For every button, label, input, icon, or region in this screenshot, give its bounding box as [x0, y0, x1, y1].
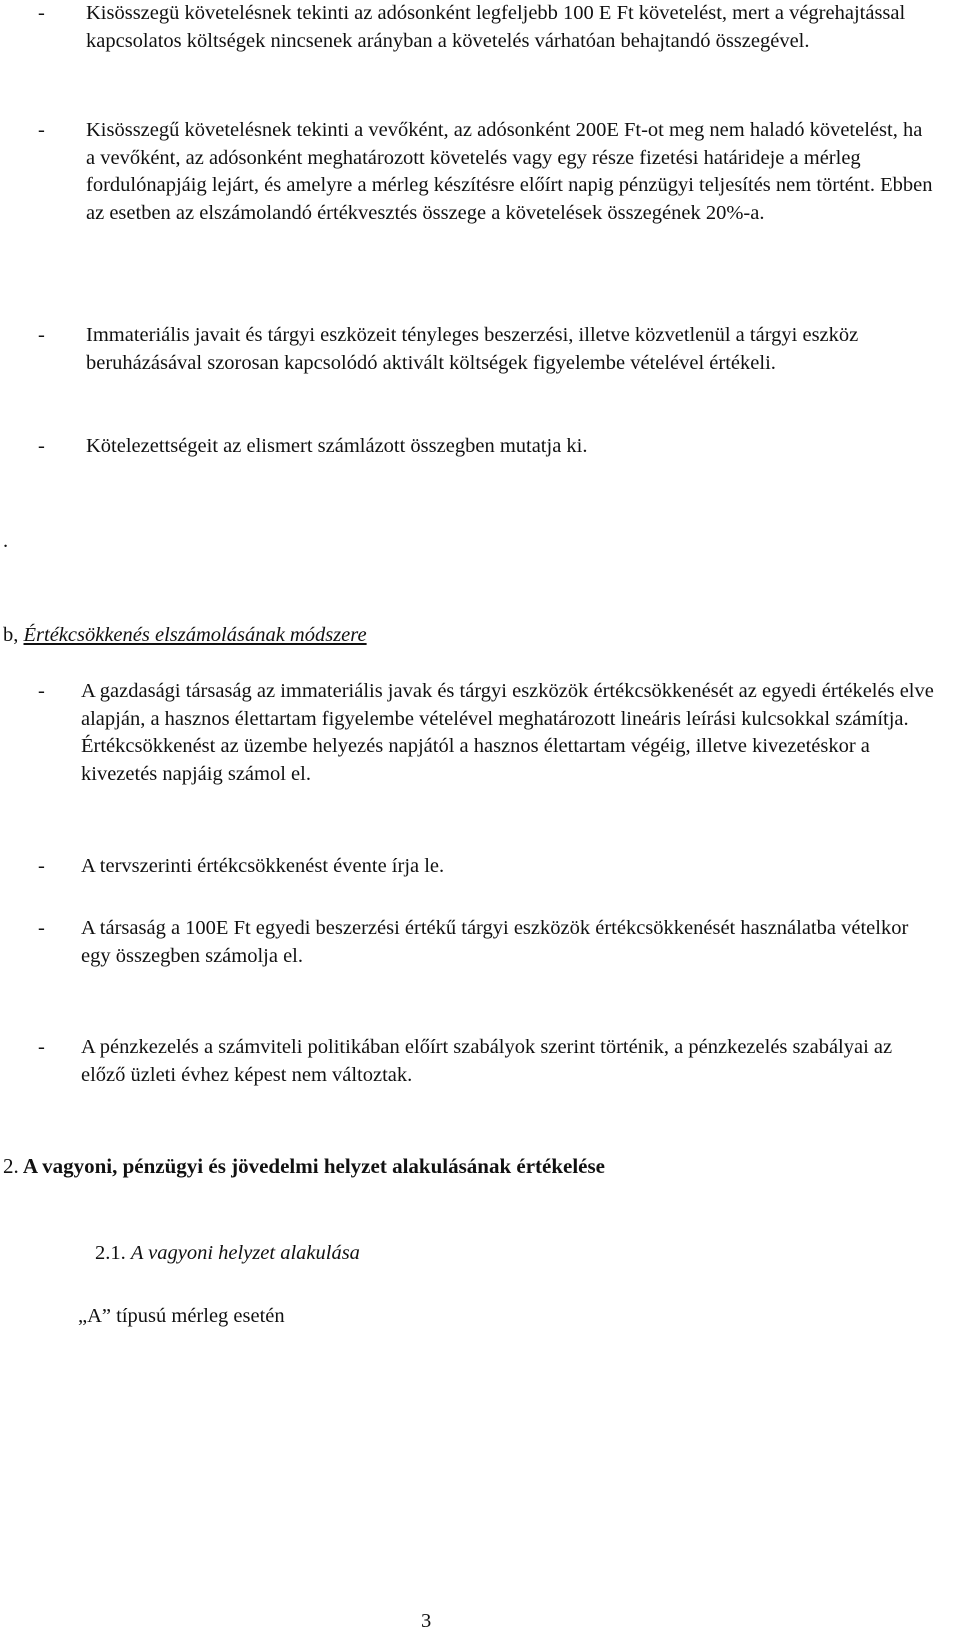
section-b-heading [3, 622, 367, 650]
list-dash: - [38, 324, 45, 346]
list-item-text: A társaság a 100E Ft egyedi beszerzési értékű tárgyi eszközök értékcsökkenését használatba vételkor egy összegben számolja el. [81, 917, 909, 967]
list-dash: - [38, 2, 45, 24]
section-b-prefix: b, [3, 624, 19, 646]
list-dash: - [38, 917, 45, 939]
balance-type-label: „A” típusú mérleg esetén [78, 1305, 285, 1327]
list-item [38, 853, 943, 881]
list-item-text: A gazdasági társaság az immateriális javak és tárgyi eszközök értékcsökkenését az egyedi értékelés elve alapján, a hasznos élettartam figyelembe vételével meghatározott lineáris leírási kulcsokkal számítja. Értékcsökkenést az üzembe helyezés napjától a hasznos élettartam végéig, illetve kivezetéskor a kivezetés napjáig számol el. [81, 680, 934, 785]
list-dash: - [38, 855, 45, 877]
section-2-1-number: 2.1. [95, 1242, 126, 1264]
section-2-heading [3, 1153, 605, 1181]
section-2-1-heading [95, 1240, 360, 1268]
list-dash: - [38, 435, 45, 457]
list-dash: - [38, 680, 45, 702]
list-item-text: A tervszerinti értékcsökkenést évente írja le. [81, 855, 445, 877]
list-item [38, 433, 943, 461]
section-2-number: 2. [3, 1154, 19, 1178]
list-item-text: Immateriális javait és tárgyi eszközeit tényleges beszerzési, illetve közvetlenül a tárgyi eszköz beruházásával szorosan kapcsolódó aktivált költségek figyelembe vételével értékeli. [86, 324, 859, 374]
section-2-title: A vagyoni, pénzügyi és jövedelmi helyzet alakulásának értékelése [22, 1154, 605, 1178]
list-item [38, 915, 943, 970]
list-item [38, 0, 943, 55]
section-2-1-title: A vagyoni helyzet alakulása [130, 1242, 360, 1264]
page-number: 3 [421, 1610, 432, 1632]
list-item [38, 1034, 943, 1089]
stray-dot: . [3, 530, 9, 552]
section-b-title: Értékcsökkenés elszámolásának módszere [23, 624, 367, 646]
list-dash: - [38, 1036, 45, 1058]
list-dash: - [38, 119, 45, 141]
list-item [38, 117, 943, 227]
list-item [38, 678, 943, 788]
list-item [38, 322, 943, 377]
list-item-text: Kötelezettségeit az elismert számlázott összegben mutatja ki. [86, 435, 588, 457]
list-item-text: Kisösszegü követelésnek tekinti az adósonként legfeljebb 100 E Ft követelést, mert a végrehajtással kapcsolatos költségek nincsenek arányban a követelés várhatóan behajtandó összegével. [86, 2, 906, 52]
list-item-text: Kisösszegű követelésnek tekinti a vevőként, az adósonként 200E Ft-ot meg nem haladó követelést, ha a vevőként, az adósonként meghatározott követelés vagy egy része fizetési határideje a mérleg fordulónapjáig lejárt, és amelyre a mérleg készítésre előírt napig pénzügyi teljesítés nem történt. Ebben az esetben az elszámolandó értékvesztés összege a követelések összegének 20%-a. [86, 119, 933, 224]
list-item-text: A pénzkezelés a számviteli politikában előírt szabályok szerint történik, a pénzkezelés szabályai az előző üzleti évhez képest nem változtak. [81, 1036, 893, 1086]
